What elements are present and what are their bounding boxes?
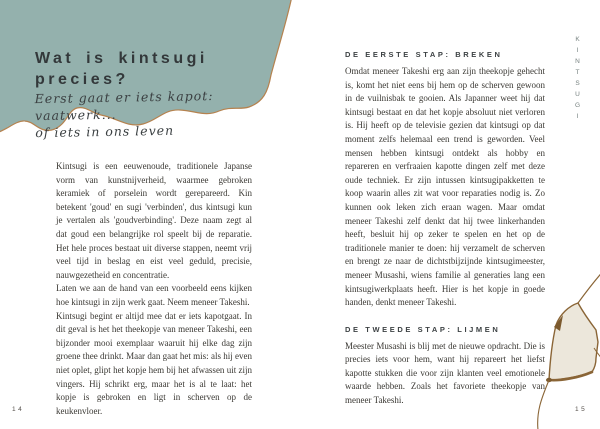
- spine-chapter-label: KINTSUGI: [574, 36, 581, 124]
- page-number-right: 15: [575, 406, 588, 413]
- left-page-body: [56, 160, 252, 418]
- section-heading: DE TWEEDE STAP: LIJMEN: [345, 324, 501, 334]
- section-body: Omdat meneer Takeshi erg aan zijn theekopje gehecht is, komt het niet eens bij hem op de scherven gewoon in de vuilnisbak te gooien. Als Japanner weet hij dat kintsugi bestaat en dat het kopje absoluut niet verloren is. Hij heeft op de televisie gezien dat kintsugi op dat moment zelfs helemaal een trend is geworden. Veel mensen hebben kintsugi ontdekt als hobby en repareren en verfraaien kapotte dingen zelf met deze oude techniek. Er zijn intussen kintsugipakketten te koop waarin alles zit wat voor reparaties nodig is. Zo kunnen ook leken zich eraan wagen. Maar omdat meneer Takeshi zelf denkt dat hij twee linkerhanden heeft, besluit hij op zeker te spelen en het op de traditionele manier te doen: hij verzamelt de scherven en brengt ze naar de dichtstbijzijnde kintsugimeester, meneer Musashi, wiens familie al generaties lang een kintsugiwerkplaats heeft. Hier is het kopje in goede handen, denkt meneer Takeshi.: [345, 66, 545, 308]
- paragraph: Kintsugi is een eeuwenoude, traditionele Japanse vorm van kunstnijverheid, waarmee gebroken keramiek of porselein wordt gerepareerd. Kin betekent 'goud' en sugi 'verbinden', dus kintsugi kun je vertalen als 'goudverbinding'. Deze naam zegt al dat goud een belangrijke rol speelt bij de reparatie. Het hele proces bestaat uit diverse stappen, neemt vrij veel tijd in beslag en eist veel geduld, precisie, nauwgezetheid en concentratie.: [56, 161, 252, 280]
- paragraph: Laten we aan de hand van een voorbeeld eens kijken hoe kintsugi in zijn werk gaat. Neem meneer Takeshi.: [56, 283, 252, 307]
- page-number-left: 14: [12, 406, 25, 413]
- page-subtitle: [35, 86, 286, 141]
- page-title: Wat is kintsugi precies?: [35, 50, 208, 88]
- broken-shard-illustration: [490, 230, 600, 429]
- subtitle-line-1: Eerst gaat er iets kapot: vaatwerk...: [34, 88, 214, 124]
- paragraph: Kintsugi begint er altijd mee dat er iets kapotgaat. In dit geval is het het theekopje van meneer Takeshi, een bijzonder mooi exemplaar waaruit hij elke dag zijn groene thee drinkt. Maar dan gaat het mis: als hij even niet oplet, glipt het kopje hem bij het afwassen uit zijn vingers. Hij schrikt erg, maar het is al te laat: het kopje is gebroken en ligt in scherven op de keukenvloer.: [56, 310, 252, 416]
- section-heading: DE EERSTE STAP: BREKEN: [345, 50, 503, 59]
- subtitle-line-2: of iets in ons leven: [35, 122, 175, 141]
- section-body: Meester Musashi is blij met de nieuwe opdracht. Die is precies iets voor hem, want hij repareert het liefst kapotte stukken die voor zijn klanten veel emotionele waarde hebben. Zoals het favoriete theekopje van meneer Takeshi.: [345, 340, 545, 406]
